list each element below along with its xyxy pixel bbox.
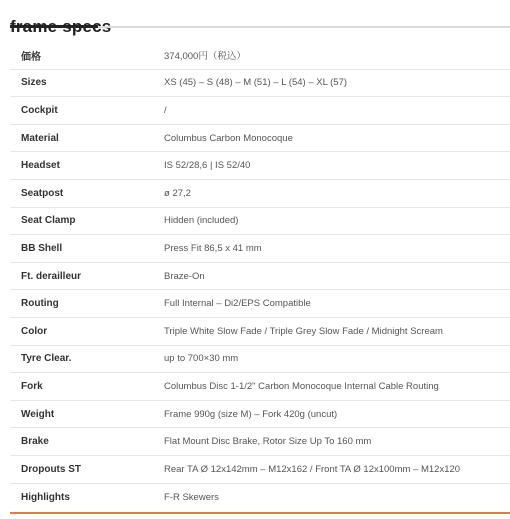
spec-value: Columbus Carbon Monocoque bbox=[164, 132, 293, 144]
spec-value: up to 700×30 mm bbox=[164, 353, 239, 365]
spec-label: Highlights bbox=[21, 491, 70, 503]
spec-label: Brake bbox=[21, 436, 49, 448]
spec-label: Tyre Clear. bbox=[21, 353, 72, 365]
spec-label: Material bbox=[21, 132, 59, 144]
spec-row-bb-shell bbox=[10, 235, 510, 263]
title-underline-accent bbox=[10, 25, 98, 28]
spec-value: XS (45) – S (48) – M (51) – L (54) – XL (57) bbox=[164, 77, 348, 89]
spec-label: Sizes bbox=[21, 77, 47, 89]
spec-row-highlights bbox=[10, 484, 510, 512]
spec-row-seatpost bbox=[10, 180, 510, 208]
spec-value: Frame 990g (size M) – Fork 420g (uncut) bbox=[164, 408, 338, 420]
spec-label: Fork bbox=[21, 380, 43, 392]
spec-row-fork bbox=[10, 373, 510, 401]
spec-row-dropouts bbox=[10, 456, 510, 484]
spec-label: Seat Clamp bbox=[21, 215, 76, 227]
spec-label: Headset bbox=[21, 160, 60, 172]
spec-value: Full Internal – Di2/EPS Compatible bbox=[164, 298, 311, 310]
spec-row-weight bbox=[10, 401, 510, 429]
spec-row-material bbox=[10, 125, 510, 153]
spec-label: Dropouts ST bbox=[21, 463, 81, 475]
spec-label: Ft. derailleur bbox=[21, 270, 82, 282]
spec-label: 価格 bbox=[21, 51, 41, 63]
spec-value: Press Fit 86,5 x 41 mm bbox=[164, 242, 262, 254]
spec-row-headset bbox=[10, 152, 510, 180]
spec-value: Rear TA Ø 12x142mm – M12x162 / Front TA Ø 12x100mm – M12x120 bbox=[164, 463, 461, 475]
spec-value: Hidden (included) bbox=[164, 215, 239, 227]
spec-row-sizes bbox=[10, 70, 510, 98]
spec-label: Routing bbox=[21, 298, 59, 310]
spec-label: Cockpit bbox=[21, 104, 58, 116]
spec-row-routing bbox=[10, 290, 510, 318]
spec-value: Flat Mount Disc Brake, Rotor Size Up To 160 mm bbox=[164, 436, 372, 448]
spec-label: Color bbox=[21, 325, 48, 337]
spec-value: Triple White Slow Fade / Triple Grey Slow Fade / Midnight Scream bbox=[164, 325, 443, 337]
spec-value: F-R Skewers bbox=[164, 491, 219, 503]
spec-row-color bbox=[10, 318, 510, 346]
spec-value: / bbox=[164, 104, 167, 116]
spec-value: Braze-On bbox=[164, 270, 205, 282]
spec-row-seat-clamp bbox=[10, 208, 510, 236]
spec-label: BB Shell bbox=[21, 242, 63, 254]
spec-row-ft-derailleur bbox=[10, 263, 510, 291]
spec-value: 374,000円（税込） bbox=[164, 51, 246, 63]
spec-label: Weight bbox=[21, 408, 55, 420]
spec-row-brake bbox=[10, 428, 510, 456]
spec-row-price bbox=[10, 42, 510, 70]
spec-row-cockpit bbox=[10, 97, 510, 125]
bottom-accent-rule bbox=[10, 512, 510, 514]
spec-row-tyre-clearance bbox=[10, 346, 510, 374]
spec-value: IS 52/28,6 | IS 52/40 bbox=[164, 160, 251, 172]
spec-label: Seatpost bbox=[21, 187, 64, 199]
spec-value: Columbus Disc 1-1/2" Carbon Monocoque Internal Cable Routing bbox=[164, 380, 439, 392]
spec-value: ø 27,2 bbox=[164, 187, 191, 199]
spec-table bbox=[10, 42, 510, 511]
